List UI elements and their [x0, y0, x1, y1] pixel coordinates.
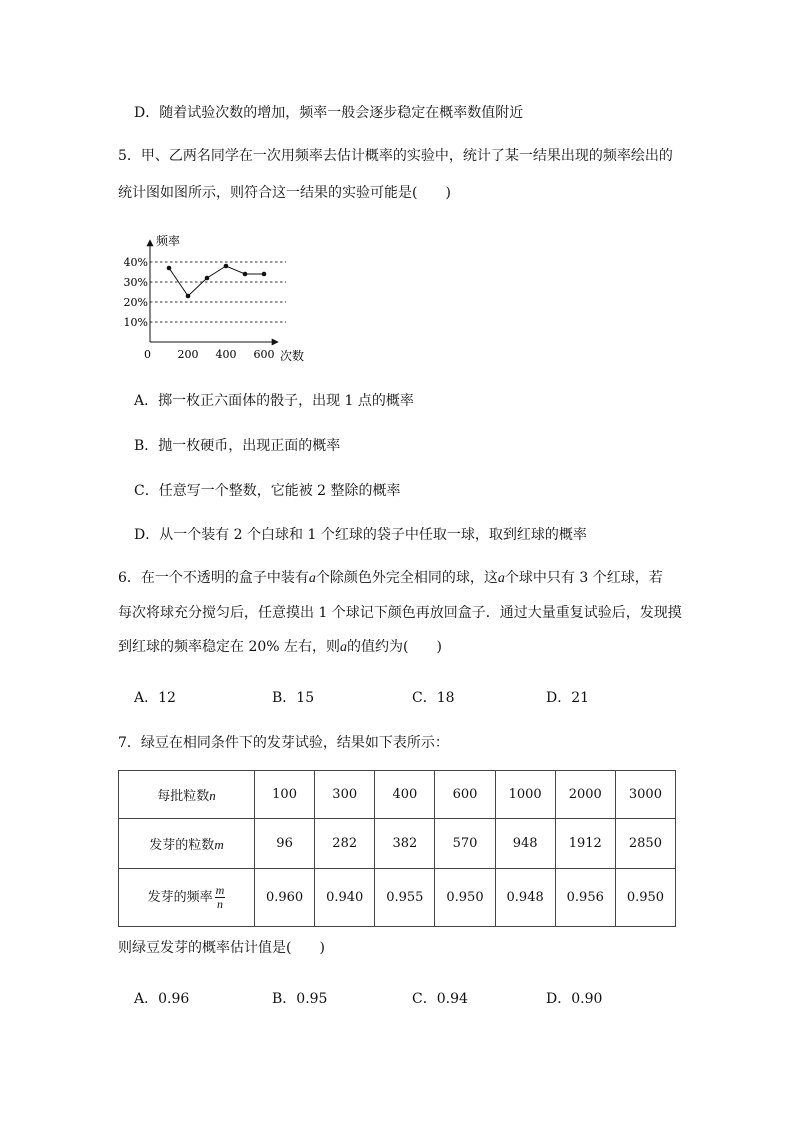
- table-cell: 300: [315, 771, 375, 819]
- row-label-germinated-count: 发芽的粒数m: [119, 819, 255, 869]
- table-cell: 0.948: [495, 869, 555, 927]
- q6-text: 到红球的频率稳定在 20% 左右，则: [118, 639, 341, 655]
- q6-stem-line1: [118, 568, 663, 589]
- q6-stem-line2: 每次将球充分搅匀后，任意摸出 1 个球记下颜色再放回盒子．通过大量重复试验后，发现摸: [118, 605, 682, 621]
- q5-stem-line2: 统计图如图所示，则符合这一结果的实验可能是( ): [118, 185, 451, 201]
- x-tick-label: 200: [177, 348, 199, 361]
- data-point: [167, 266, 172, 271]
- table-cell: 0.940: [315, 869, 375, 927]
- row-label-germination-frequency: 发芽的频率 $\frac{m}{n}$: [119, 869, 255, 927]
- x-tick-label: 600: [253, 348, 275, 361]
- q6-var-a: a: [497, 571, 505, 586]
- q5-option-c: C．任意写一个整数，它能被 2 整除的概率: [134, 483, 401, 499]
- q7-option-a: A．0.96: [134, 991, 190, 1007]
- q7-option-d: D．0.90: [546, 991, 603, 1007]
- q6-var-a: a: [308, 571, 316, 586]
- data-point: [262, 272, 267, 277]
- table-cell: 0.960: [255, 869, 315, 927]
- q5-stem-line1: 5．甲、乙两名同学在一次用频率去估计概率的实验中，统计了某一结果出现的频率绘出的: [118, 148, 673, 164]
- table-row: [119, 869, 676, 927]
- data-point: [186, 294, 191, 299]
- table-cell: 570: [435, 819, 495, 869]
- q6-text: 个除颜色外完全相同的球，这: [315, 570, 498, 586]
- q7-stem: 7．绿豆在相同条件下的发芽试验，结果如下表所示：: [118, 735, 449, 751]
- q6-text: 个球中只有 3 个红球，若: [504, 570, 663, 586]
- table-cell: 2850: [615, 819, 675, 869]
- table-cell: 100: [255, 771, 315, 819]
- table-row: [119, 771, 676, 819]
- table-cell: 0.956: [555, 869, 615, 927]
- data-point: [243, 272, 248, 277]
- q5-option-d: D．从一个装有 2 个白球和 1 个红球的袋子中任取一球，取到红球的概率: [134, 527, 587, 543]
- x-axis-label: 次数: [280, 349, 305, 363]
- q7-question: 则绿豆发芽的概率估计值是( ): [118, 940, 325, 956]
- q4-option-d: D．随着试验次数的增加，频率一般会逐步稳定在概率数值附近: [134, 105, 524, 121]
- y-tick-label: 40%: [123, 256, 148, 269]
- table-cell: 1912: [555, 819, 615, 869]
- table-cell: 400: [375, 771, 435, 819]
- table-cell: 382: [375, 819, 435, 869]
- table-cell: 0.950: [615, 869, 675, 927]
- q5-option-b: B．抛一枚硬币，出现正面的概率: [134, 438, 341, 454]
- row-label-batch-count: 每批粒数n: [119, 771, 255, 819]
- table-cell: 3000: [615, 771, 675, 819]
- table-row: [119, 819, 676, 869]
- q6-stem-line3: [118, 637, 442, 658]
- origin-label: 0: [144, 348, 151, 361]
- frequency-line-chart: [118, 228, 318, 368]
- q6-text: 的值约为( ): [347, 639, 442, 655]
- table-cell: 282: [315, 819, 375, 869]
- y-tick-label: 30%: [123, 276, 148, 289]
- data-point: [205, 276, 210, 281]
- x-tick-label: 400: [215, 348, 237, 361]
- q6-option-a: A．12: [134, 690, 176, 706]
- table-cell: 1000: [495, 771, 555, 819]
- q6-var-a: a: [340, 640, 348, 655]
- q7-option-c: C．0.94: [412, 991, 468, 1007]
- table-cell: 2000: [555, 771, 615, 819]
- table-cell: 600: [435, 771, 495, 819]
- y-tick-label: 10%: [123, 316, 148, 329]
- germination-table: [118, 770, 676, 927]
- q7-option-b: B．0.95: [272, 991, 328, 1007]
- table-cell: 0.950: [435, 869, 495, 927]
- q6-option-c: C．18: [412, 690, 455, 706]
- frequency-series-line: [169, 266, 264, 296]
- fraction-m-over-n: $\frac{m}{n}$: [215, 883, 225, 911]
- table-cell: 948: [495, 819, 555, 869]
- table-cell: 0.955: [375, 869, 435, 927]
- q5-option-a: A．掷一枚正六面体的骰子，出现 1 点的概率: [134, 393, 414, 409]
- data-point: [224, 264, 229, 269]
- q6-option-b: B．15: [272, 690, 315, 706]
- q6-text: 6．在一个不透明的盒子中装有: [118, 570, 309, 586]
- table-cell: 96: [255, 819, 315, 869]
- y-tick-label: 20%: [123, 296, 148, 309]
- q6-option-d: D．21: [546, 690, 590, 706]
- y-axis-label: 频率: [156, 234, 181, 248]
